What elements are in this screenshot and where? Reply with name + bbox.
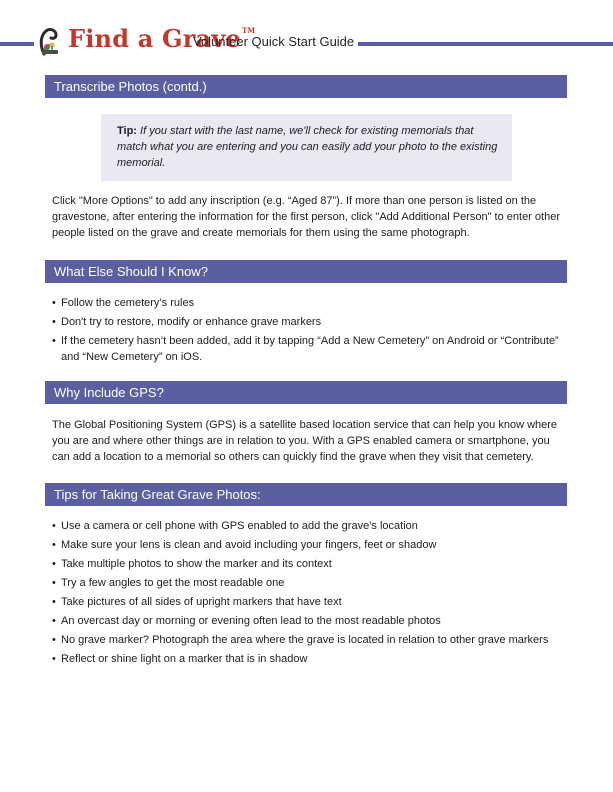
list-item: • Don't try to restore, modify or enhance grave markers — [52, 314, 567, 330]
list-item: • Reflect or shine light on a marker that is in shadow — [52, 651, 567, 667]
page-header — [0, 22, 613, 62]
tip-box — [101, 114, 512, 181]
list-item: • An overcast day or morning or evening often lead to the most readable photos — [52, 613, 567, 629]
what-else-list — [52, 295, 567, 368]
photo-tips-list — [52, 518, 567, 670]
tip-label: Tip: — [117, 125, 137, 137]
section-heading-gps: Why Include GPS? — [45, 381, 567, 404]
header-rule-left — [0, 42, 34, 46]
header-rule-right — [358, 42, 613, 46]
list-item: • Try a few angles to get the most readable one — [52, 575, 567, 591]
list-item: • No grave marker? Photograph the area where the grave is located in relation to other grave markers — [52, 632, 567, 648]
transcribe-paragraph: Click "More Options" to add any inscription (e.g. “Aged 87”). If more than one person is listed on the gravestone, after entering the information for the first person, click "Add Additional Person" to enter other people listed on the grave and create memorials for them using the same photograph. — [52, 195, 560, 239]
section-heading-what-else: What Else Should I Know? — [45, 260, 567, 283]
brand-logo-text: Find a Grave™ — [68, 24, 256, 53]
list-item: • Make sure your lens is clean and avoid including your fingers, feet or shadow — [52, 537, 567, 553]
list-item: • Take multiple photos to show the marker and its context — [52, 556, 567, 572]
list-item: • Take pictures of all sides of upright markers that have text — [52, 594, 567, 610]
list-item: • If the cemetery hasn’t been added, add it by tapping “Add a New Cemetery” on Android or “Contribute” and “New Cemetery” on iOS. — [52, 333, 567, 365]
list-item: • Use a camera or cell phone with GPS enabled to add the grave’s location — [52, 518, 567, 534]
tip-text: If you start with the last name, we'll check for existing memorials that match what you are entering and you can easily add your photo to the existing memorial. — [117, 125, 498, 169]
section-heading-photo-tips: Tips for Taking Great Grave Photos: — [45, 483, 567, 506]
list-item: • Follow the cemetery’s rules — [52, 295, 567, 311]
page-title: Volunteer Quick Start Guide — [193, 34, 355, 49]
section-heading-transcribe: Transcribe Photos (contd.) — [45, 75, 567, 98]
shovel-flower-icon — [34, 24, 68, 58]
gps-paragraph: The Global Positioning System (GPS) is a satellite based location service that can help you know where you are and where other things are in relation to you. With a GPS enabled camera or smartphone, you can add a location to a memorial so others can quickly find the grave when they visit that cemetery. — [52, 419, 558, 463]
